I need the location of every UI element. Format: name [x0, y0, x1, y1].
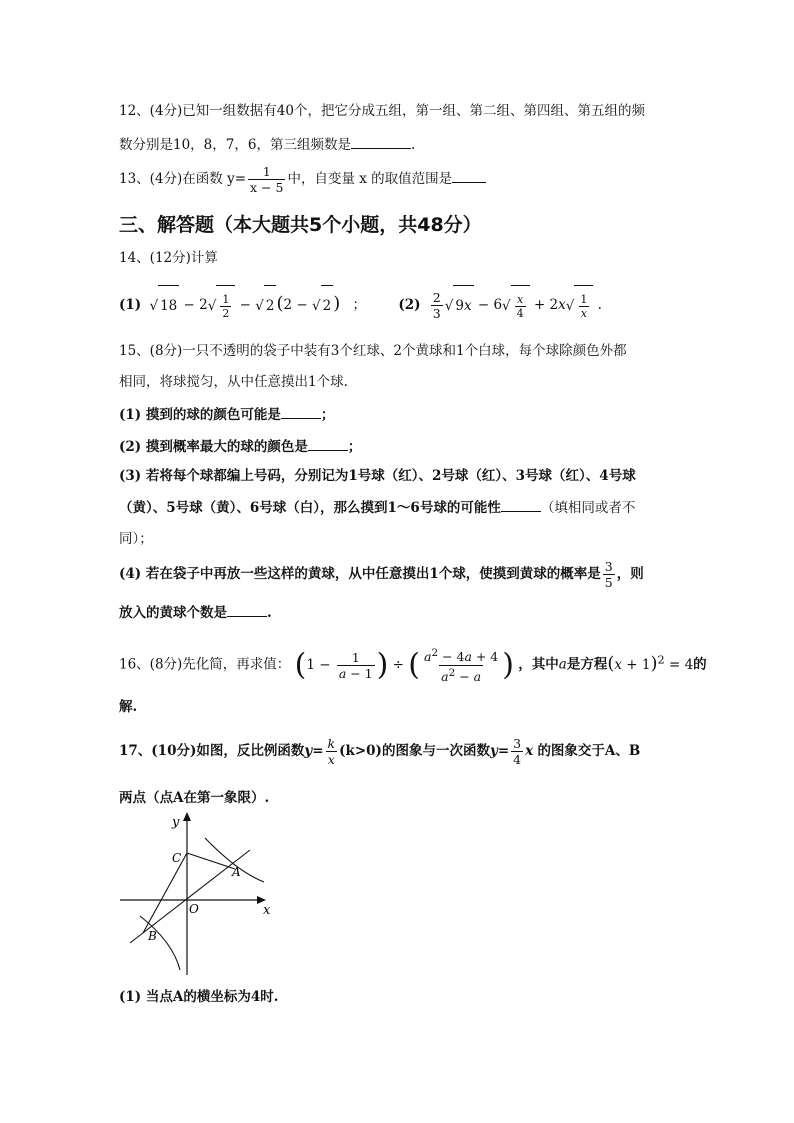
q17-sub1: (1) 当点A的横坐标为4时. [119, 989, 279, 1005]
q15-sub1-blank[interactable] [281, 404, 321, 419]
label-x: x [263, 903, 271, 918]
q13-den: x − 5 [250, 180, 284, 195]
segment-CA [187, 853, 235, 869]
q17-figure [110, 810, 290, 980]
q15-sub2-text: (2) 摸到概率最大的球的颜色是 [119, 439, 308, 455]
q12-text: 数分别是10，8，7，6，第三组频数是 [119, 137, 351, 153]
label-O: O [189, 902, 199, 916]
q13-prefix: 13、(4分)在函数 y= [119, 171, 247, 187]
q15-sub3c: 同）； [119, 531, 153, 547]
y-axis-arrow [183, 812, 191, 821]
q15-sub2-blank[interactable] [308, 436, 348, 451]
q15-sub2 [119, 436, 361, 457]
q17-tail: 的图象交于A、B [537, 743, 641, 759]
q14-head: 14、(12分)计算 [119, 250, 218, 266]
q15-sub3-blank[interactable] [501, 497, 541, 512]
q15-sub1-semi: ； [320, 407, 335, 423]
q15-sub4a [119, 556, 644, 592]
q12-line2 [119, 134, 415, 155]
q12-answer-blank[interactable] [351, 134, 411, 149]
q16-head: 16、(8分)先化简，再求值： [119, 656, 291, 673]
section-3-title: 三、解答题（本大题共5个小题，共48分） [119, 214, 482, 236]
q15-sub3b-text: （黄）、5号球（黄）、6号球（白），那么摸到1～6号球的可能性 [119, 500, 501, 516]
q13-answer-blank[interactable] [452, 168, 486, 183]
q16-equation: $(x + 1)^2 = 4$ [607, 652, 694, 674]
hyperbola-branch-2 [140, 916, 180, 970]
q12-period: . [410, 137, 416, 153]
q17-cond: (k>0) [339, 743, 382, 759]
q17-mid: 的图象与一次函数 [381, 743, 490, 759]
q17-fn1-den: x [327, 752, 335, 767]
q15-sub4b-dot: . [267, 605, 272, 621]
q16-var-a: a [558, 656, 567, 673]
q17-fn2-fraction [511, 736, 523, 767]
q15-sub1-text: (1) 摸到的球的颜色可能是 [119, 407, 281, 423]
q15-sub1 [119, 404, 334, 425]
q15-prob-den: 5 [604, 575, 613, 590]
label-y: y [172, 815, 180, 830]
q14-p1-label: (1) [119, 297, 142, 313]
q17-head: 17、(10分)如图，反比例函数 [119, 743, 305, 759]
q14-period: . [597, 297, 602, 313]
label-B: B [148, 929, 157, 943]
q15-sub4b [119, 602, 272, 623]
q13-line [119, 162, 486, 196]
q15-sub4a-text: (4) 若在袋子中再放一些这样的黄球，从中任意摸出1个球，使摸到黄球的概率是 [119, 566, 601, 582]
q17-fn2-den: 4 [513, 752, 522, 767]
q15-sub4b-text: 放入的黄球个数是 [119, 605, 227, 621]
q14-p2-expression: $\frac{2}{3}$ √ 9x − 6√ $\frac{x}{4}$ + 2x√ $\frac{1}{x}$ [429, 297, 598, 313]
q17-line2: 两点（点A在第一象限）. [119, 790, 270, 806]
q15-sub3b [119, 497, 635, 518]
q16-line2: 解. [119, 699, 138, 715]
q16-expression: (1 − $\frac{1}{a - 1}$ ) ÷ ( $\frac{a^2 - 4a + 4}{a^2 - a}$ ) [294, 647, 514, 684]
q17-fn1-num: k [327, 736, 336, 751]
q12-line1: 12、(4分)已知一组数据有40个，把它分成五组，第一组、第二组、第四组、第五组的频 [119, 103, 645, 119]
q15-head2: 相同，将球搅匀，从中任意摸出1个球. [119, 374, 348, 390]
q14-p1-expression: √ 18 − 2√ $\frac{1}{2}$ − √ 2 (2 − √ 2 ) [149, 297, 344, 313]
q17-fn1-fraction [326, 736, 338, 767]
q16-line1 [119, 640, 707, 685]
q17-fn2-num: 3 [513, 736, 522, 751]
label-A: A [232, 865, 241, 879]
q13-fraction [248, 164, 285, 195]
q14-p2-label: (2) [398, 297, 421, 313]
q15-sub3b-tail: （填相同或者不 [540, 500, 636, 516]
q14-separator: ； [352, 297, 367, 313]
segment-CB [143, 853, 187, 933]
label-C: C [172, 851, 182, 865]
q15-sub2-semi: ； [347, 439, 362, 455]
q15-prob-fraction [603, 559, 615, 590]
q16-tail3: 的 [693, 656, 707, 673]
q16-tail1: ，其中 [518, 656, 559, 673]
q15-head: 15、(8分)一只不透明的袋子中装有3个红球、2个黄球和1个白球，每个球除颜色外都 [119, 343, 627, 359]
q17-line1: 17、(10分)如图，反比例函数y= $\frac{k}{x}$ (k>0)的图象与一次函数y= $\frac{3}{4}$ x 的图象交于A、B [119, 736, 641, 767]
q15-sub3a: (3) 若将每个球都编上号码，分别记为1号球（红）、2号球（红）、3号球（红）、4号球 [119, 468, 636, 484]
q13-num: 1 [262, 164, 271, 179]
q16-tail2: 是方程 [566, 656, 608, 673]
q13-suffix: 中，自变量 x 的取值范围是 [287, 171, 453, 187]
q15-prob-num: 3 [604, 559, 613, 574]
q14-problems [119, 284, 602, 326]
q15-sub4-blank[interactable] [227, 602, 267, 617]
q15-sub4a-tail: ，则 [616, 566, 644, 582]
